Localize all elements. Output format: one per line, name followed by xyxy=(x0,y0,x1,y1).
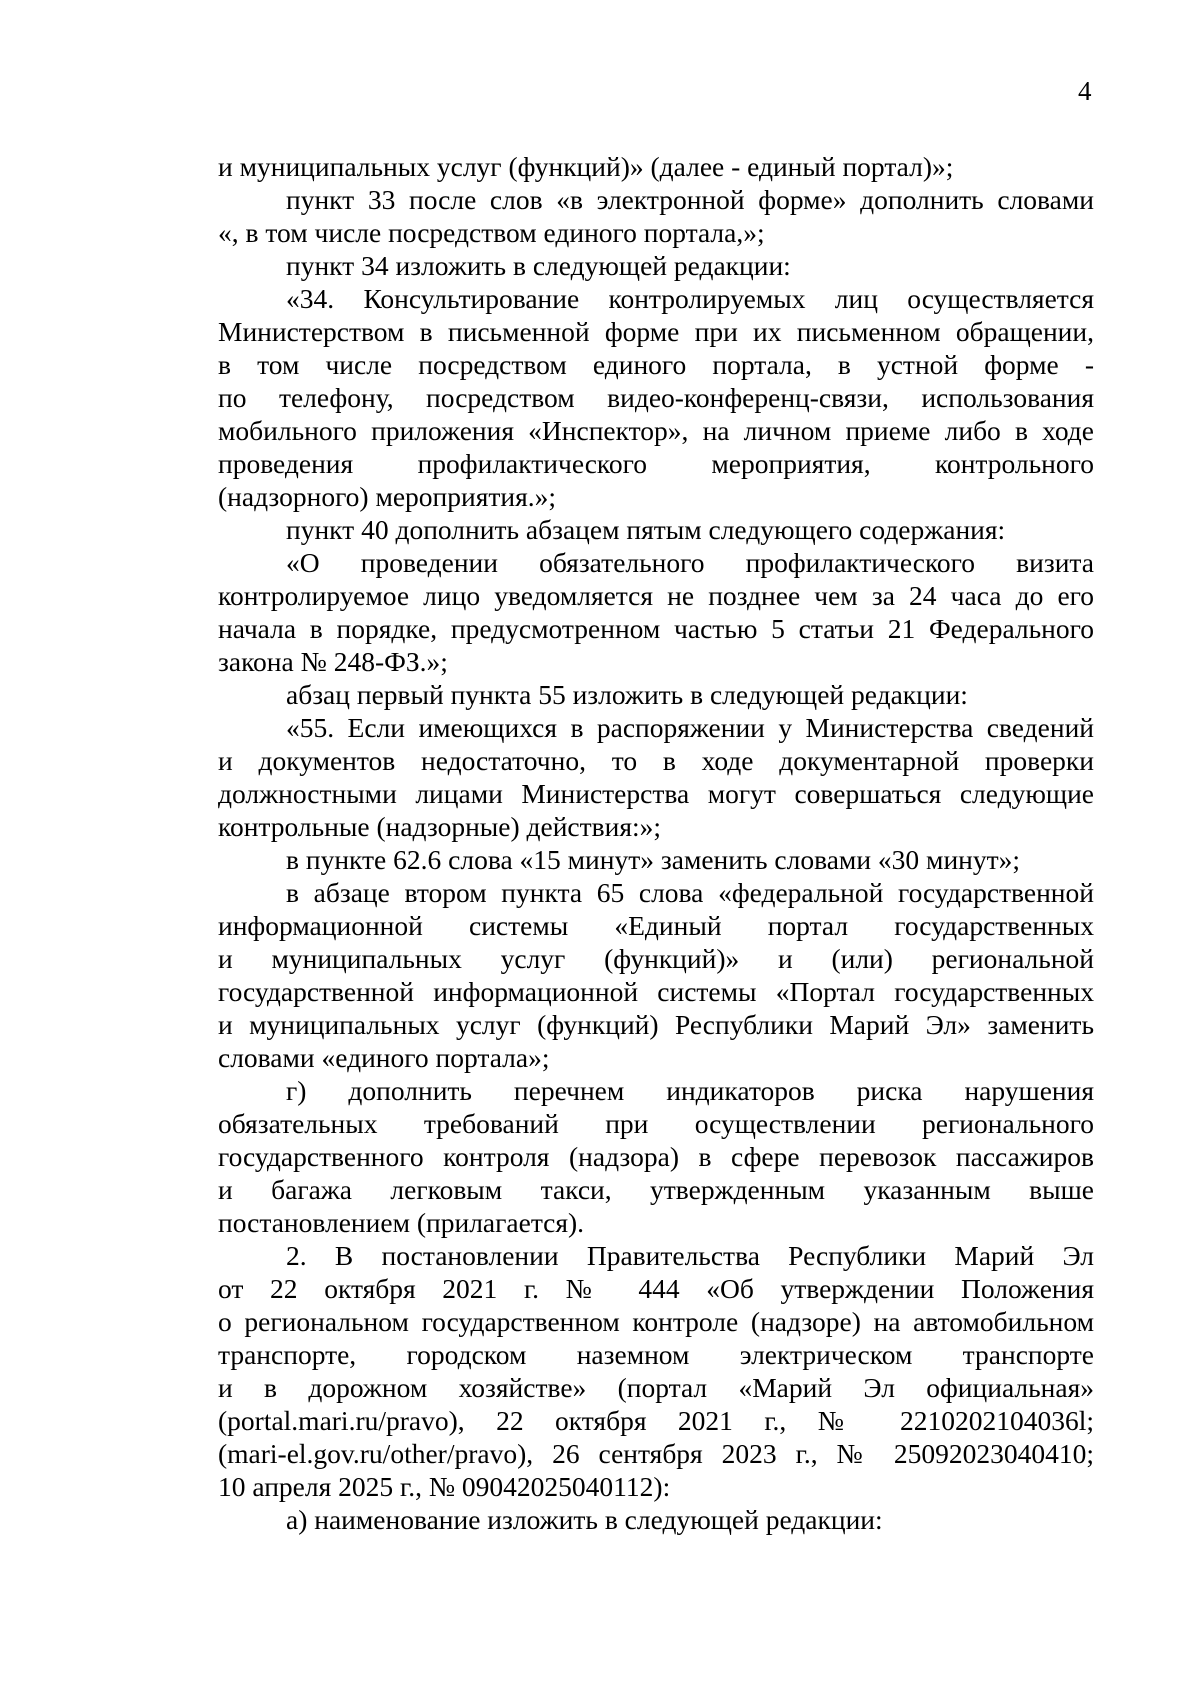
page-number: 4 xyxy=(1078,76,1092,106)
text-line: и документов недостаточно, то в ходе документарной проверки xyxy=(218,745,1094,776)
text-line: по телефону, посредством видео-конференц-связи, использования xyxy=(218,382,1094,413)
text-line: пункт 34 изложить в следующей редакции: xyxy=(286,250,791,281)
text-line: (portal.mari.ru/pravo), 22 октября 2021 г., № 2210202104036l; xyxy=(218,1405,1094,1436)
text-line: словами «единого портала»; xyxy=(218,1042,550,1073)
text-line: информационной системы «Единый портал государственных xyxy=(218,910,1094,941)
text-line: контрольные (надзорные) действия:»; xyxy=(218,811,662,842)
text-line: и муниципальных услуг (функций)» (далее - единый портал)»; xyxy=(218,151,954,182)
text-line: а) наименование изложить в следующей редакции: xyxy=(286,1504,883,1535)
text-line: и багажа легковым такси, утвержденным указанным выше xyxy=(218,1174,1094,1205)
text-line: о региональном государственном контроле (надзоре) на автомобильном xyxy=(218,1306,1094,1337)
text-line: и муниципальных услуг (функций)» и (или) региональной xyxy=(218,943,1094,974)
text-line: (mari-el.gov.ru/other/pravo), 26 сентября 2023 г., № 25092023040410; xyxy=(218,1438,1094,1469)
text-line: транспорте, городском наземном электрическом транспорте xyxy=(218,1339,1094,1370)
text-line: «О проведении обязательного профилактического визита xyxy=(286,547,1094,578)
text-line: «, в том числе посредством единого портала,»; xyxy=(218,217,765,248)
text-line: абзац первый пункта 55 изложить в следующей редакции: xyxy=(286,679,968,710)
text-line: от 22 октября 2021 г. № 444 «Об утверждении Положения xyxy=(218,1273,1094,1304)
text-line: пункт 40 дополнить абзацем пятым следующего содержания: xyxy=(286,514,1006,545)
text-line: закона № 248-ФЗ.»; xyxy=(218,646,448,677)
text-line: Министерством в письменной форме при их письменном обращении, xyxy=(218,316,1094,347)
text-line: (надзорного) мероприятия.»; xyxy=(218,481,557,512)
text-line: мобильного приложения «Инспектор», на личном приеме либо в ходе xyxy=(218,415,1094,446)
text-line: должностными лицами Министерства могут совершаться следующие xyxy=(218,778,1094,809)
text-line: г) дополнить перечнем индикаторов риска нарушения xyxy=(286,1075,1094,1106)
text-line: 2. В постановлении Правительства Республики Марий Эл xyxy=(286,1240,1094,1271)
text-line: контролируемое лицо уведомляется не позднее чем за 24 часа до его xyxy=(218,580,1094,611)
text-line: обязательных требований при осуществлении регионального xyxy=(218,1108,1094,1139)
text-line: 10 апреля 2025 г., № 09042025040112): xyxy=(218,1471,671,1502)
text-line: в пункте 62.6 слова «15 минут» заменить словами «30 минут»; xyxy=(286,844,1021,875)
text-line: начала в порядке, предусмотренном частью 5 статьи 21 Федерального xyxy=(218,613,1094,644)
text-line: и муниципальных услуг (функций) Республики Марий Эл» заменить xyxy=(218,1009,1094,1040)
text-line: «55. Если имеющихся в распоряжении у Министерства сведений xyxy=(286,712,1094,743)
text-line: государственного контроля (надзора) в сфере перевозок пассажиров xyxy=(218,1141,1094,1172)
text-line: в том числе посредством единого портала, в устной форме - xyxy=(218,349,1094,380)
document-body xyxy=(218,150,1094,1536)
text-line: «34. Консультирование контролируемых лиц осуществляется xyxy=(286,283,1094,314)
text-line: государственной информационной системы «Портал государственных xyxy=(218,976,1094,1007)
text-line: и в дорожном хозяйстве» (портал «Марий Эл официальная» xyxy=(218,1372,1094,1403)
text-line: в абзаце втором пункта 65 слова «федеральной государственной xyxy=(286,877,1094,908)
text-line: пункт 33 после слов «в электронной форме» дополнить словами xyxy=(286,184,1094,215)
text-line: проведения профилактического мероприятия, контрольного xyxy=(218,448,1094,479)
text-line: постановлением (прилагается). xyxy=(218,1207,585,1238)
